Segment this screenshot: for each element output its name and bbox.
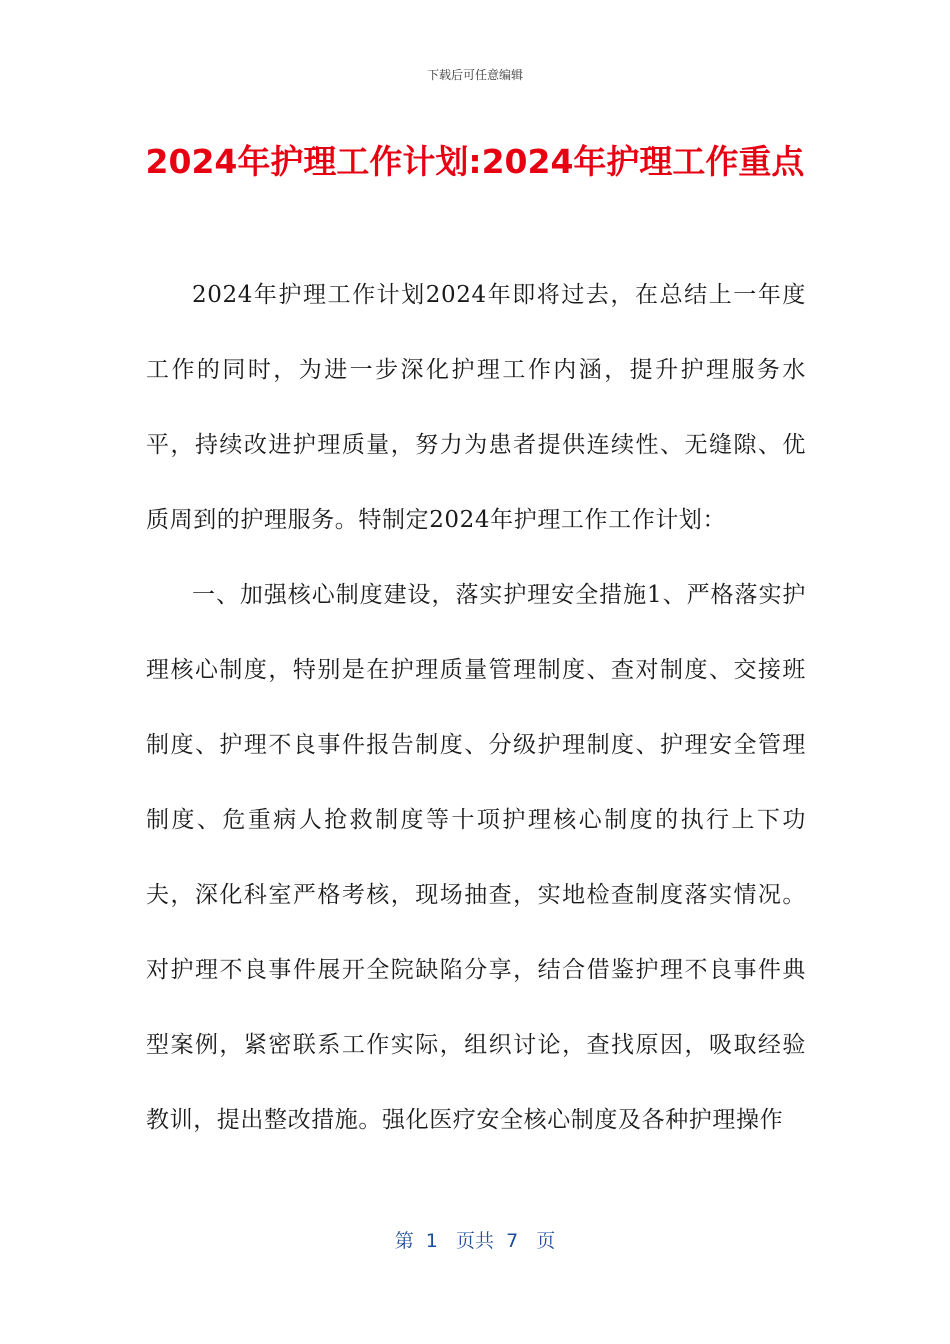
page-footer: 第 1 页共 7 页 — [394, 1230, 556, 1252]
document-title: 2024年护理工作计划:2024年护理工作重点 — [145, 142, 805, 181]
paragraph-intro: 2024年护理工作计划2024年即将过去，在总结上一年度工作的同时，为进一步深化护理工作内涵，提升护理服务水平，持续改进护理质量，努力为患者提供连续性、无缝隙、优质周到的护理服务。特制定2024年护理工作工作计划： — [146, 282, 806, 533]
document-body — [146, 258, 806, 1158]
header-note: 下载后可任意编辑 — [426, 68, 523, 82]
paragraph-section-one: 一、加强核心制度建设，落实护理安全措施1、严格落实护理核心制度，特别是在护理质量管理制度、查对制度、交接班制度、护理不良事件报告制度、分级护理制度、护理安全管理制度、危重病人抢救制度等十项护理核心制度的执行上下功夫，深化科室严格考核，现场抽查，实地检查制度落实情况。对护理不良事件展开全院缺陷分享，结合借鉴护理不良事件典型案例，紧密联系工作实际，组织讨论，查找原因，吸取经验教训，提出整改措施。强化医疗安全核心制度及各种护理操作 — [146, 582, 806, 1133]
